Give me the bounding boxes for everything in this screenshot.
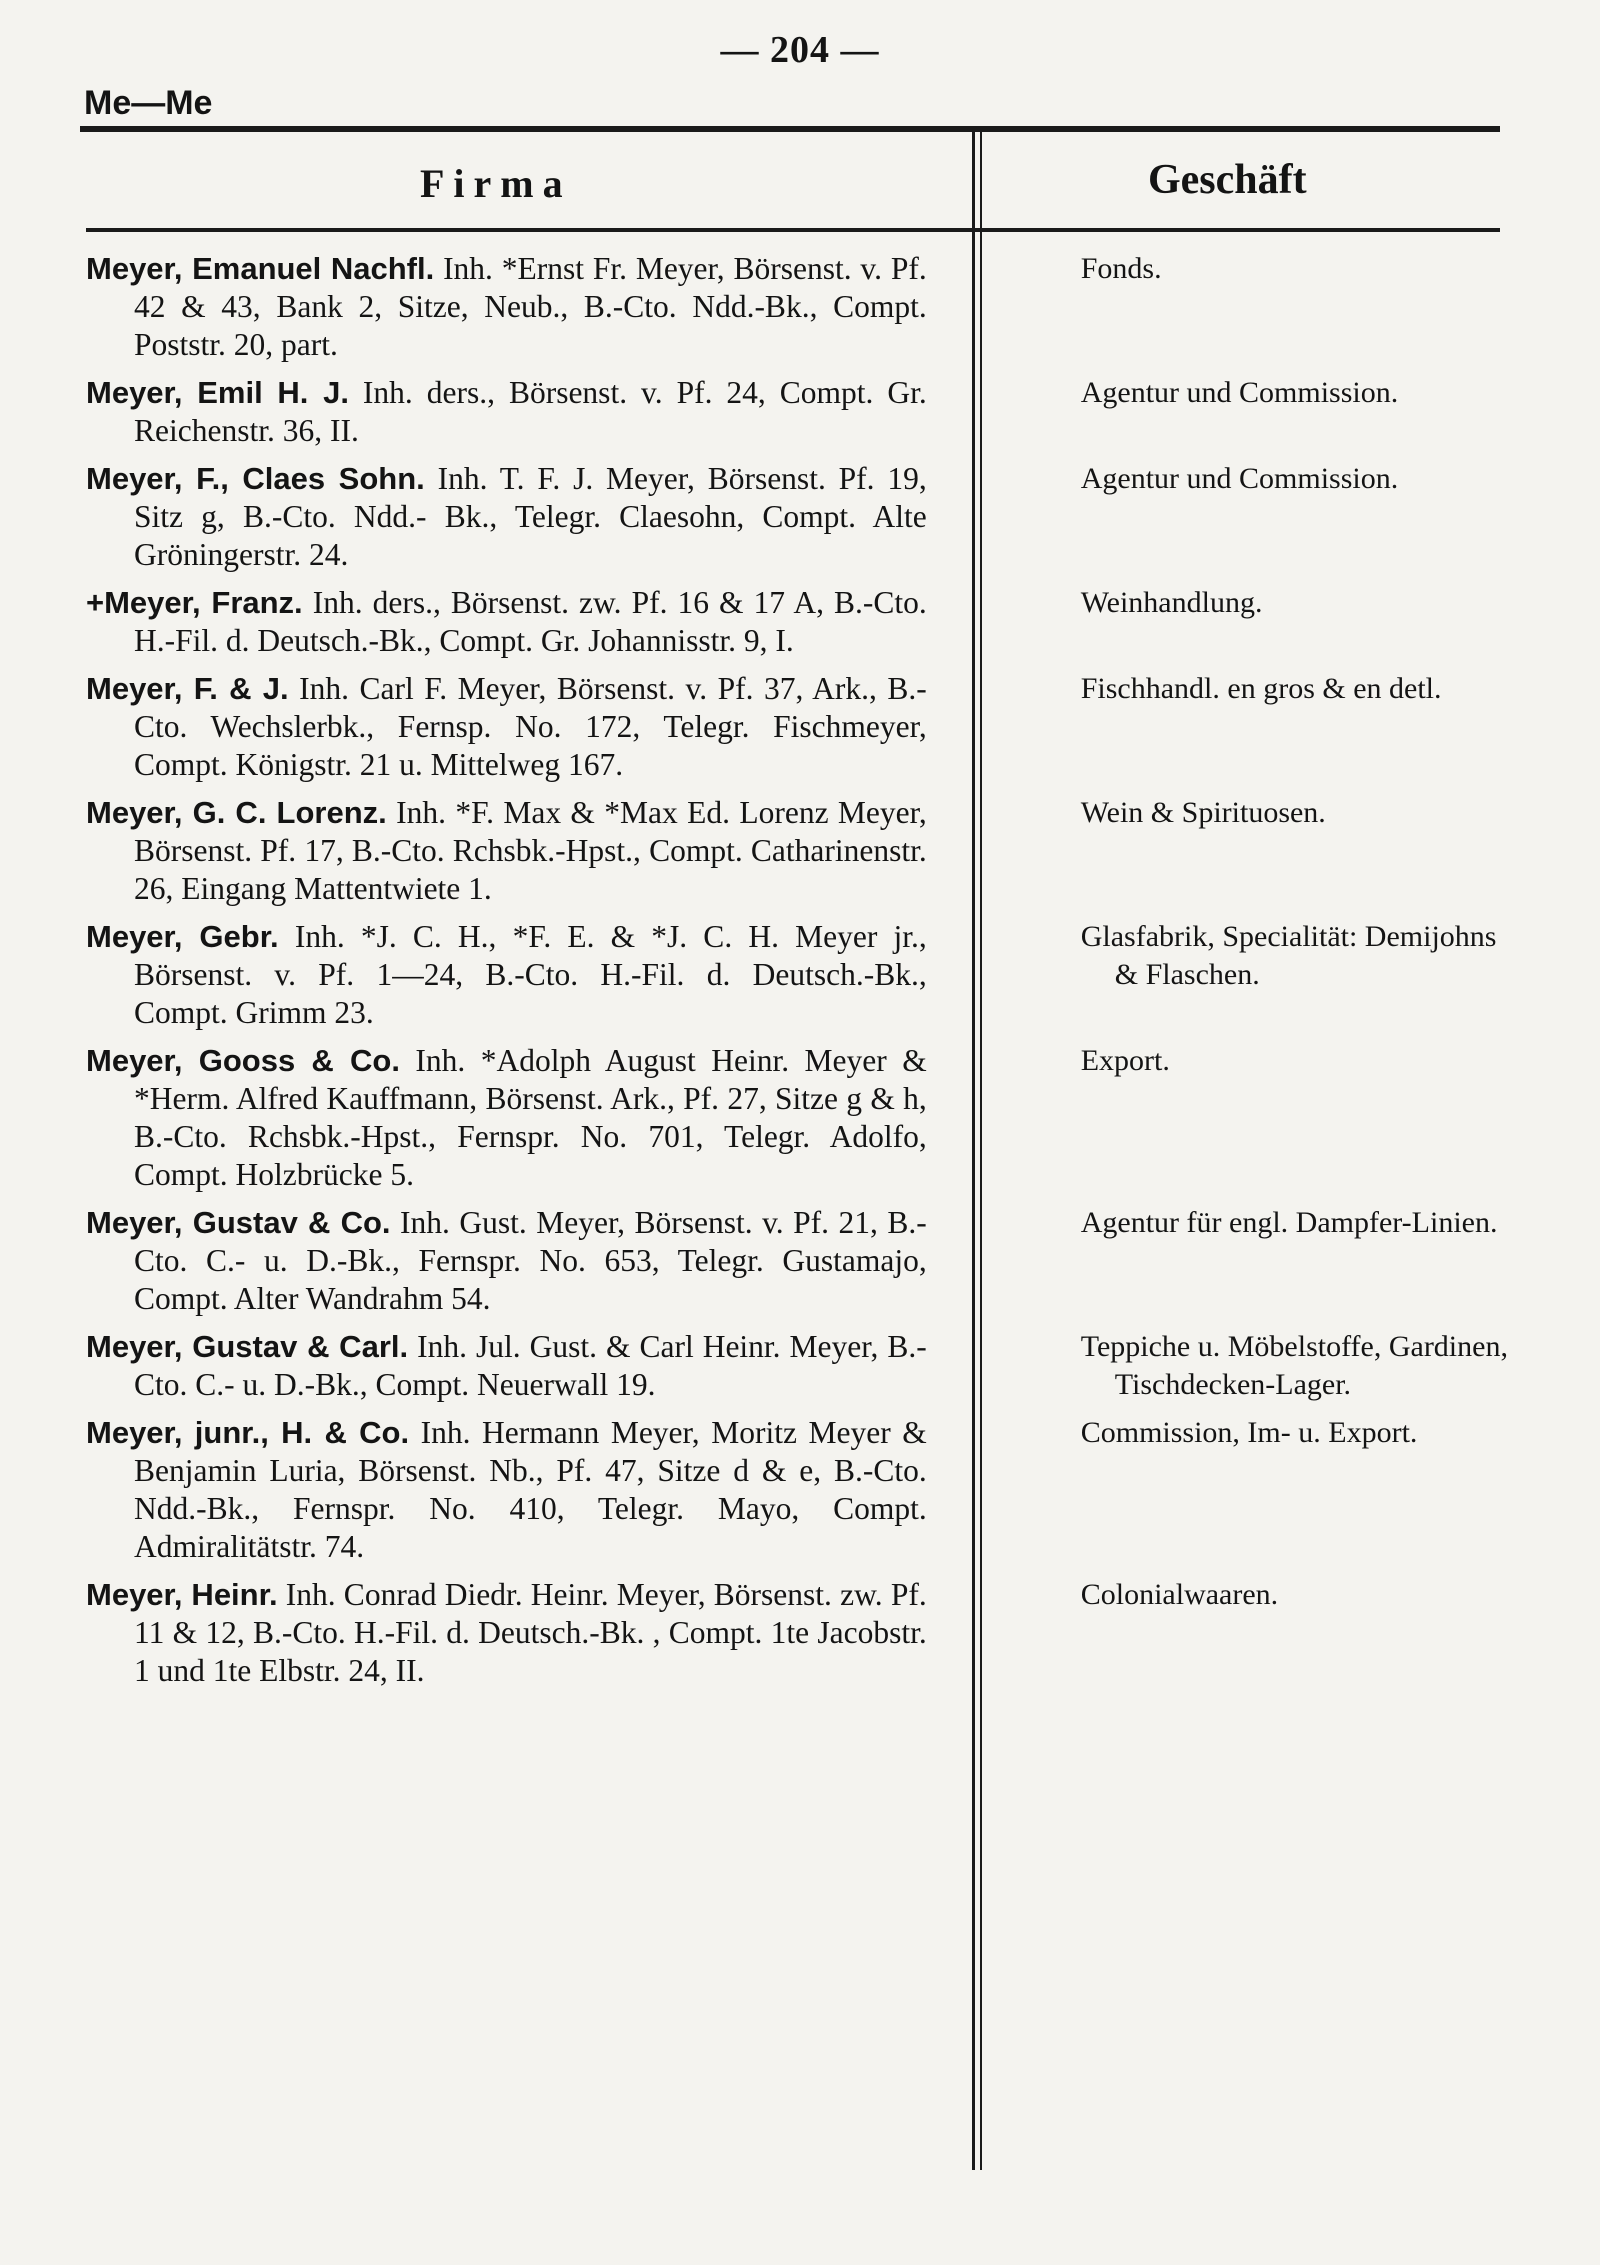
entry-geschaeft: Agentur und Commission.: [1080, 462, 1399, 495]
entry-geschaeft: Agentur für engl. Dampfer-Linien.: [1080, 1206, 1498, 1239]
directory-entry: [86, 670, 1516, 784]
directory-entry: [86, 794, 1516, 908]
firm-name: Meyer, Gebr.: [86, 919, 279, 954]
firm-details: Inh. *Ernst Fr. Meyer, Börsenst. v. Pf. 42 & 43, Bank 2, Sitze, Neub., B.-Cto. Ndd.-Bk., Compt. Poststr. 20, part.: [134, 251, 927, 362]
directory-entry: [86, 374, 1516, 450]
firm-details: Inh. ders., Börsenst. v. Pf. 24, Compt. Gr. Reichenstr. 36, II.: [134, 375, 927, 448]
entry-firma: [86, 584, 931, 660]
firm-details: Inh. Conrad Diedr. Heinr. Meyer, Börsenst. zw. Pf. 11 & 12, B.-Cto. H.-Fil. d. Deutsch.-Bk. , Compt. 1te Jacobstr. 1 und 1te Elbstr. 24, II.: [134, 1577, 927, 1688]
section-label: Me—Me: [84, 84, 213, 122]
entry-firma: [86, 918, 931, 1032]
directory-entry: [86, 584, 1516, 660]
entry-geschaeft: Commission, Im- u. Export.: [1080, 1416, 1418, 1449]
firm-name: Meyer, Emanuel Nachfl.: [86, 251, 435, 286]
entry-firma: [86, 1328, 931, 1404]
firm-name: Meyer, Gooss & Co.: [86, 1043, 400, 1078]
entry-firma: [86, 1042, 931, 1194]
firm-name: Meyer, G. C. Lorenz.: [86, 795, 387, 830]
entry-geschaeft: Export.: [1080, 1044, 1170, 1077]
firm-name: Meyer, Gustav & Carl.: [86, 1329, 409, 1364]
directory-entry: [86, 1042, 1516, 1194]
firm-details: Inh. *Adolph August Heinr. Meyer & *Herm. Alfred Kauffmann, Börsenst. Ark., Pf. 27, Sitze g & h, B.-Cto. Rchsbk.-Hpst., Fernspr. No. 701, Telegr. Adolfo, Compt. Holzbrücke 5.: [134, 1043, 927, 1192]
firm-details: Inh. T. F. J. Meyer, Börsenst. Pf. 19, Sitz g, B.-Cto. Ndd.- Bk., Telegr. Claesohn, Compt. Alte Gröningerstr. 24.: [134, 461, 927, 572]
entry-firma: [86, 670, 931, 784]
entry-firma: [86, 794, 931, 908]
directory-entry: [86, 460, 1516, 574]
firm-name: Meyer, F., Claes Sohn.: [86, 461, 425, 496]
firm-name: Meyer, Heinr.: [86, 1577, 278, 1612]
entry-firma: [86, 460, 931, 574]
entry-list: [86, 250, 1516, 1700]
entry-geschaeft: Teppiche u. Möbelstoffe, Gardinen, Tischdecken-Lager.: [1080, 1330, 1508, 1401]
entry-geschaeft: Agentur und Commission.: [1080, 376, 1399, 409]
firm-details: Inh. Gust. Meyer, Börsenst. v. Pf. 21, B.-Cto. C.- u. D.-Bk., Fernspr. No. 653, Telegr. Gustamajo, Compt. Alter Wandrahm 54.: [134, 1205, 927, 1316]
directory-entry: [86, 1414, 1516, 1566]
entry-firma: [86, 1576, 931, 1690]
firm-name: Meyer, junr., H. & Co.: [86, 1415, 410, 1450]
directory-entry: [86, 918, 1516, 1032]
firm-details: Inh. Jul. Gust. & Carl Heinr. Meyer, B.-Cto. C.- u. D.-Bk., Compt. Neuerwall 19.: [134, 1329, 927, 1402]
entry-firma: [86, 1414, 931, 1566]
entry-geschaeft: Colonialwaaren.: [1080, 1578, 1279, 1611]
entry-firma: [86, 1204, 931, 1318]
entry-firma: [86, 250, 931, 364]
firm-details: Inh. *J. C. H., *F. E. & *J. C. H. Meyer jr., Börsenst. v. Pf. 1—24, B.-Cto. H.-Fil. d. Deutsch.-Bk., Compt. Grimm 23.: [134, 919, 927, 1030]
firm-details: Inh. Hermann Meyer, Moritz Meyer & Benjamin Luria, Börsenst. Nb., Pf. 47, Sitze d & e, B.-Cto. Ndd.-Bk., Fernspr. No. 410, Telegr. Mayo, Compt. Admiralitätstr. 74.: [134, 1415, 927, 1564]
directory-entry: [86, 1576, 1516, 1690]
directory-entry: [86, 1328, 1516, 1404]
page-number: — 204 —: [720, 29, 880, 71]
entry-geschaeft: Fonds.: [1080, 252, 1162, 285]
entry-geschaeft: Wein & Spirituosen.: [1080, 796, 1326, 829]
firm-name: Meyer, F. & J.: [86, 671, 289, 706]
header-firma: Firma: [420, 161, 572, 206]
header-rule: [86, 228, 1500, 232]
entry-geschaeft: Weinhandlung.: [1080, 586, 1263, 619]
firm-details: Inh. Carl F. Meyer, Börsenst. v. Pf. 37, Ark., B.-Cto. Wechslerbk., Fernsp. No. 172, Telegr. Fischmeyer, Compt. Königstr. 21 u. Mittelweg 167.: [134, 671, 927, 782]
top-rule: [80, 126, 1500, 132]
firm-name: Meyer, Emil H. J.: [86, 375, 349, 410]
firm-details: Inh. *F. Max & *Max Ed. Lorenz Meyer, Börsenst. Pf. 17, B.-Cto. Rchsbk.-Hpst., Compt. Catharinenstr. 26, Eingang Mattentwiete 1.: [134, 795, 927, 906]
header-geschaeft: Geschäft: [1148, 157, 1307, 203]
entry-geschaeft: Glasfabrik, Specialität: Demijohns & Flaschen.: [1080, 920, 1497, 991]
firm-details: Inh. ders., Börsenst. zw. Pf. 16 & 17 A, B.-Cto. H.-Fil. d. Deutsch.-Bk., Compt. Gr. Johannisstr. 9, I.: [134, 585, 927, 658]
firm-name: Meyer, Gustav & Co.: [86, 1205, 391, 1240]
entry-firma: [86, 374, 931, 450]
directory-entry: [86, 1204, 1516, 1318]
directory-entry: [86, 250, 1516, 364]
entry-geschaeft: Fischhandl. en gros & en detl.: [1080, 672, 1442, 705]
firm-name: +Meyer, Franz.: [86, 585, 303, 620]
